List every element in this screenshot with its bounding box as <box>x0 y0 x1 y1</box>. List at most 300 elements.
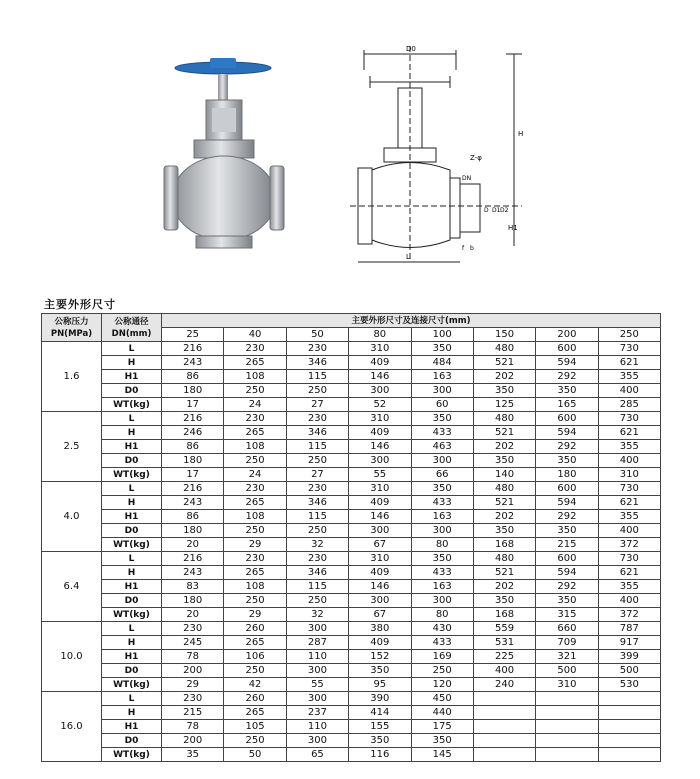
value-cell: 621 <box>598 496 660 510</box>
value-cell: 265 <box>224 496 286 510</box>
value-cell: 27 <box>286 398 348 412</box>
value-cell: 350 <box>411 412 473 426</box>
value-cell: 350 <box>536 524 598 538</box>
value-cell: 230 <box>162 692 224 706</box>
value-cell: 243 <box>162 356 224 370</box>
value-cell: 310 <box>349 482 411 496</box>
value-cell: 108 <box>224 510 286 524</box>
table-row <box>42 594 661 608</box>
value-cell: 292 <box>536 370 598 384</box>
param-cell: H <box>102 496 162 510</box>
value-cell: 409 <box>349 566 411 580</box>
value-cell: 42 <box>224 678 286 692</box>
value-cell: 152 <box>349 650 411 664</box>
value-cell: 300 <box>349 594 411 608</box>
value-cell: 180 <box>162 594 224 608</box>
value-cell: 350 <box>473 524 535 538</box>
table-row <box>42 748 661 762</box>
value-cell: 216 <box>162 412 224 426</box>
value-cell: 115 <box>286 440 348 454</box>
value-cell: 521 <box>473 566 535 580</box>
value-cell: 35 <box>162 748 224 762</box>
param-cell: WT(kg) <box>102 538 162 552</box>
value-cell: 24 <box>224 468 286 482</box>
value-cell: 484 <box>411 356 473 370</box>
param-cell: WT(kg) <box>102 748 162 762</box>
value-cell: 245 <box>162 636 224 650</box>
value-cell: 265 <box>224 706 286 720</box>
value-cell: 250 <box>224 664 286 678</box>
value-cell: 202 <box>473 440 535 454</box>
value-cell: 50 <box>224 748 286 762</box>
value-cell: 300 <box>349 524 411 538</box>
value-cell: 310 <box>598 468 660 482</box>
table-row <box>42 468 661 482</box>
value-cell: 230 <box>286 342 348 356</box>
value-cell: 105 <box>224 720 286 734</box>
value-cell: 730 <box>598 412 660 426</box>
value-cell: 163 <box>411 510 473 524</box>
valve-photo <box>150 40 300 270</box>
value-cell <box>536 734 598 748</box>
table-row <box>42 356 661 370</box>
param-cell: L <box>102 482 162 496</box>
value-cell: 240 <box>473 678 535 692</box>
param-cell: D0 <box>102 454 162 468</box>
param-cell: L <box>102 342 162 356</box>
value-cell: 521 <box>473 426 535 440</box>
value-cell: 215 <box>162 706 224 720</box>
value-cell <box>598 748 660 762</box>
value-cell <box>536 720 598 734</box>
value-cell: 265 <box>224 356 286 370</box>
value-cell: 29 <box>224 608 286 622</box>
value-cell: 380 <box>349 622 411 636</box>
value-cell: 372 <box>598 608 660 622</box>
value-cell: 108 <box>224 440 286 454</box>
table-row <box>42 496 661 510</box>
d2-label: D2 <box>500 207 509 214</box>
table-row <box>42 608 661 622</box>
value-cell: 409 <box>349 356 411 370</box>
value-cell: 17 <box>162 398 224 412</box>
value-cell: 787 <box>598 622 660 636</box>
param-cell: H <box>102 566 162 580</box>
value-cell: 20 <box>162 538 224 552</box>
value-cell: 163 <box>411 580 473 594</box>
value-cell: 216 <box>162 552 224 566</box>
value-cell: 230 <box>286 482 348 496</box>
value-cell: 409 <box>349 426 411 440</box>
value-cell: 390 <box>349 692 411 706</box>
value-cell: 315 <box>536 608 598 622</box>
value-cell: 230 <box>162 622 224 636</box>
value-cell: 310 <box>349 412 411 426</box>
h1-label: H1 <box>508 224 518 232</box>
value-cell: 80 <box>411 608 473 622</box>
value-cell: 155 <box>349 720 411 734</box>
dn-label: DN <box>462 175 472 182</box>
value-cell: 55 <box>349 468 411 482</box>
value-cell: 246 <box>162 426 224 440</box>
value-cell: 433 <box>411 566 473 580</box>
value-cell: 531 <box>473 636 535 650</box>
value-cell: 310 <box>349 552 411 566</box>
value-cell: 350 <box>411 342 473 356</box>
value-cell: 165 <box>536 398 598 412</box>
param-cell: D0 <box>102 384 162 398</box>
value-cell: 600 <box>536 482 598 496</box>
value-cell: 237 <box>286 706 348 720</box>
size-header: 50 <box>286 328 348 342</box>
value-cell: 60 <box>411 398 473 412</box>
table-row <box>42 678 661 692</box>
value-cell: 225 <box>473 650 535 664</box>
table-row <box>42 706 661 720</box>
table-row <box>42 622 661 636</box>
value-cell: 52 <box>349 398 411 412</box>
value-cell: 146 <box>349 370 411 384</box>
value-cell: 116 <box>349 748 411 762</box>
value-cell: 140 <box>473 468 535 482</box>
value-cell: 78 <box>162 720 224 734</box>
value-cell: 250 <box>286 524 348 538</box>
value-cell: 66 <box>411 468 473 482</box>
value-cell: 80 <box>411 538 473 552</box>
value-cell: 400 <box>598 524 660 538</box>
value-cell: 250 <box>224 384 286 398</box>
param-cell: D0 <box>102 524 162 538</box>
value-cell: 29 <box>224 538 286 552</box>
value-cell: 169 <box>411 650 473 664</box>
value-cell: 202 <box>473 580 535 594</box>
value-cell: 480 <box>473 482 535 496</box>
value-cell: 621 <box>598 356 660 370</box>
value-cell <box>473 720 535 734</box>
param-cell: WT(kg) <box>102 678 162 692</box>
value-cell: 350 <box>411 552 473 566</box>
param-cell: H1 <box>102 510 162 524</box>
f-label: f <box>462 245 465 252</box>
value-cell: 243 <box>162 566 224 580</box>
param-cell: L <box>102 692 162 706</box>
value-cell: 400 <box>598 384 660 398</box>
value-cell: 230 <box>224 482 286 496</box>
size-header: 150 <box>473 328 535 342</box>
pn-cell: 16.0 <box>42 692 102 762</box>
value-cell: 433 <box>411 636 473 650</box>
dimension-table <box>41 313 661 762</box>
table-body <box>42 342 661 762</box>
value-cell: 202 <box>473 370 535 384</box>
table-row <box>42 454 661 468</box>
value-cell: 400 <box>598 594 660 608</box>
value-cell: 600 <box>536 412 598 426</box>
value-cell: 433 <box>411 496 473 510</box>
param-cell: D0 <box>102 594 162 608</box>
value-cell: 346 <box>286 566 348 580</box>
value-cell: 125 <box>473 398 535 412</box>
size-header: 80 <box>349 328 411 342</box>
value-cell: 350 <box>536 384 598 398</box>
value-cell <box>536 692 598 706</box>
dimension-drawing <box>350 40 580 270</box>
value-cell: 285 <box>598 398 660 412</box>
value-cell: 55 <box>286 678 348 692</box>
value-cell: 110 <box>286 720 348 734</box>
value-cell: 260 <box>224 692 286 706</box>
table-row <box>42 734 661 748</box>
value-cell: 108 <box>224 370 286 384</box>
table-row <box>42 440 661 454</box>
dn-header: 公称通径 DN(mm) <box>102 314 162 342</box>
table-row <box>42 566 661 580</box>
value-cell: 115 <box>286 370 348 384</box>
value-cell: 230 <box>286 552 348 566</box>
value-cell: 29 <box>162 678 224 692</box>
param-cell: L <box>102 622 162 636</box>
size-header: 200 <box>536 328 598 342</box>
table-row <box>42 384 661 398</box>
param-cell: H1 <box>102 440 162 454</box>
value-cell: 243 <box>162 496 224 510</box>
value-cell <box>473 706 535 720</box>
section-title: 主要外形尺寸 <box>44 298 116 311</box>
value-cell: 346 <box>286 496 348 510</box>
table-row <box>42 412 661 426</box>
table-row <box>42 650 661 664</box>
value-cell: 730 <box>598 482 660 496</box>
value-cell: 621 <box>598 426 660 440</box>
value-cell: 310 <box>349 342 411 356</box>
value-cell: 86 <box>162 510 224 524</box>
param-cell: WT(kg) <box>102 608 162 622</box>
table-row <box>42 524 661 538</box>
value-cell: 260 <box>224 622 286 636</box>
value-cell: 621 <box>598 566 660 580</box>
value-cell: 355 <box>598 440 660 454</box>
value-cell: 216 <box>162 342 224 356</box>
param-cell: H1 <box>102 650 162 664</box>
value-cell: 480 <box>473 412 535 426</box>
value-cell: 20 <box>162 608 224 622</box>
value-cell: 355 <box>598 580 660 594</box>
value-cell: 250 <box>286 384 348 398</box>
value-cell: 287 <box>286 636 348 650</box>
value-cell: 145 <box>411 748 473 762</box>
value-cell: 430 <box>411 622 473 636</box>
value-cell: 146 <box>349 580 411 594</box>
value-cell: 350 <box>349 664 411 678</box>
value-cell: 108 <box>224 580 286 594</box>
value-cell <box>473 692 535 706</box>
value-cell: 110 <box>286 650 348 664</box>
value-cell: 67 <box>349 608 411 622</box>
value-cell: 120 <box>411 678 473 692</box>
size-header: 40 <box>224 328 286 342</box>
value-cell: 95 <box>349 678 411 692</box>
table-row <box>42 510 661 524</box>
value-cell: 32 <box>286 538 348 552</box>
value-cell: 350 <box>536 454 598 468</box>
table-row <box>42 692 661 706</box>
param-cell: D0 <box>102 734 162 748</box>
value-cell: 559 <box>473 622 535 636</box>
value-cell: 350 <box>473 454 535 468</box>
value-cell: 350 <box>411 482 473 496</box>
dims-header: 主要外形尺寸及连接尺寸(mm) <box>162 314 661 328</box>
value-cell: 230 <box>224 342 286 356</box>
value-cell: 106 <box>224 650 286 664</box>
value-cell: 346 <box>286 356 348 370</box>
value-cell: 450 <box>411 692 473 706</box>
value-cell: 530 <box>598 678 660 692</box>
value-cell: 215 <box>536 538 598 552</box>
table-row <box>42 482 661 496</box>
value-cell: 300 <box>286 734 348 748</box>
value-cell: 292 <box>536 580 598 594</box>
table-row <box>42 664 661 678</box>
pn-header: 公称压力 PN(MPa) <box>42 314 102 342</box>
value-cell: 168 <box>473 538 535 552</box>
pn-cell: 2.5 <box>42 412 102 482</box>
d1-label: D1 <box>492 207 501 214</box>
param-cell: WT(kg) <box>102 398 162 412</box>
table-row <box>42 580 661 594</box>
table-row <box>42 342 661 356</box>
pn-cell: 1.6 <box>42 342 102 412</box>
size-header: 25 <box>162 328 224 342</box>
value-cell: 500 <box>536 664 598 678</box>
value-cell: 115 <box>286 580 348 594</box>
table-row <box>42 720 661 734</box>
value-cell: 146 <box>349 440 411 454</box>
value-cell: 230 <box>224 412 286 426</box>
value-cell: 917 <box>598 636 660 650</box>
value-cell: 594 <box>536 496 598 510</box>
value-cell: 216 <box>162 482 224 496</box>
pn-cell: 6.4 <box>42 552 102 622</box>
h-label: H <box>518 130 524 138</box>
param-cell: H <box>102 356 162 370</box>
value-cell: 350 <box>411 734 473 748</box>
value-cell: 146 <box>349 510 411 524</box>
value-cell: 250 <box>224 454 286 468</box>
value-cell: 409 <box>349 636 411 650</box>
value-cell: 300 <box>411 384 473 398</box>
value-cell: 265 <box>224 636 286 650</box>
param-cell: WT(kg) <box>102 468 162 482</box>
value-cell: 321 <box>536 650 598 664</box>
value-cell: 83 <box>162 580 224 594</box>
value-cell: 350 <box>473 594 535 608</box>
value-cell: 594 <box>536 426 598 440</box>
table-row <box>42 538 661 552</box>
value-cell: 350 <box>536 594 598 608</box>
value-cell <box>536 706 598 720</box>
value-cell: 355 <box>598 370 660 384</box>
value-cell <box>473 748 535 762</box>
value-cell: 17 <box>162 468 224 482</box>
value-cell: 250 <box>286 594 348 608</box>
z-label: Z-φ <box>470 154 482 162</box>
param-cell: L <box>102 412 162 426</box>
value-cell: 730 <box>598 342 660 356</box>
value-cell: 409 <box>349 496 411 510</box>
value-cell: 600 <box>536 552 598 566</box>
value-cell: 521 <box>473 356 535 370</box>
value-cell: 300 <box>411 594 473 608</box>
value-cell: 168 <box>473 608 535 622</box>
value-cell: 463 <box>411 440 473 454</box>
value-cell: 24 <box>224 398 286 412</box>
param-cell: H1 <box>102 580 162 594</box>
value-cell: 300 <box>349 454 411 468</box>
value-cell: 300 <box>286 664 348 678</box>
table-row <box>42 370 661 384</box>
value-cell: 200 <box>162 734 224 748</box>
value-cell: 265 <box>224 566 286 580</box>
param-cell: H1 <box>102 720 162 734</box>
d0-label: D0 <box>406 45 416 53</box>
value-cell: 230 <box>286 412 348 426</box>
value-cell: 300 <box>349 384 411 398</box>
value-cell: 433 <box>411 426 473 440</box>
l-label: L <box>406 253 410 261</box>
value-cell: 180 <box>162 454 224 468</box>
value-cell: 414 <box>349 706 411 720</box>
pn-cell: 10.0 <box>42 622 102 692</box>
value-cell: 78 <box>162 650 224 664</box>
value-cell: 250 <box>224 734 286 748</box>
size-header: 100 <box>411 328 473 342</box>
table-row <box>42 398 661 412</box>
value-cell: 115 <box>286 510 348 524</box>
value-cell: 355 <box>598 510 660 524</box>
value-cell: 730 <box>598 552 660 566</box>
value-cell: 265 <box>224 426 286 440</box>
value-cell: 346 <box>286 426 348 440</box>
value-cell: 310 <box>536 678 598 692</box>
value-cell: 500 <box>598 664 660 678</box>
value-cell: 180 <box>162 524 224 538</box>
value-cell: 350 <box>473 384 535 398</box>
value-cell: 250 <box>411 664 473 678</box>
value-cell: 400 <box>598 454 660 468</box>
value-cell: 600 <box>536 342 598 356</box>
pn-cell: 4.0 <box>42 482 102 552</box>
param-cell: H <box>102 426 162 440</box>
table-row <box>42 636 661 650</box>
value-cell: 250 <box>286 454 348 468</box>
value-cell: 65 <box>286 748 348 762</box>
value-cell: 372 <box>598 538 660 552</box>
value-cell: 292 <box>536 440 598 454</box>
value-cell: 86 <box>162 440 224 454</box>
value-cell: 300 <box>286 622 348 636</box>
value-cell: 200 <box>162 664 224 678</box>
param-cell: L <box>102 552 162 566</box>
value-cell <box>536 748 598 762</box>
value-cell <box>598 720 660 734</box>
param-cell: H1 <box>102 370 162 384</box>
value-cell: 480 <box>473 342 535 356</box>
value-cell <box>598 706 660 720</box>
value-cell: 594 <box>536 566 598 580</box>
param-cell: D0 <box>102 664 162 678</box>
value-cell: 180 <box>162 384 224 398</box>
value-cell: 400 <box>473 664 535 678</box>
